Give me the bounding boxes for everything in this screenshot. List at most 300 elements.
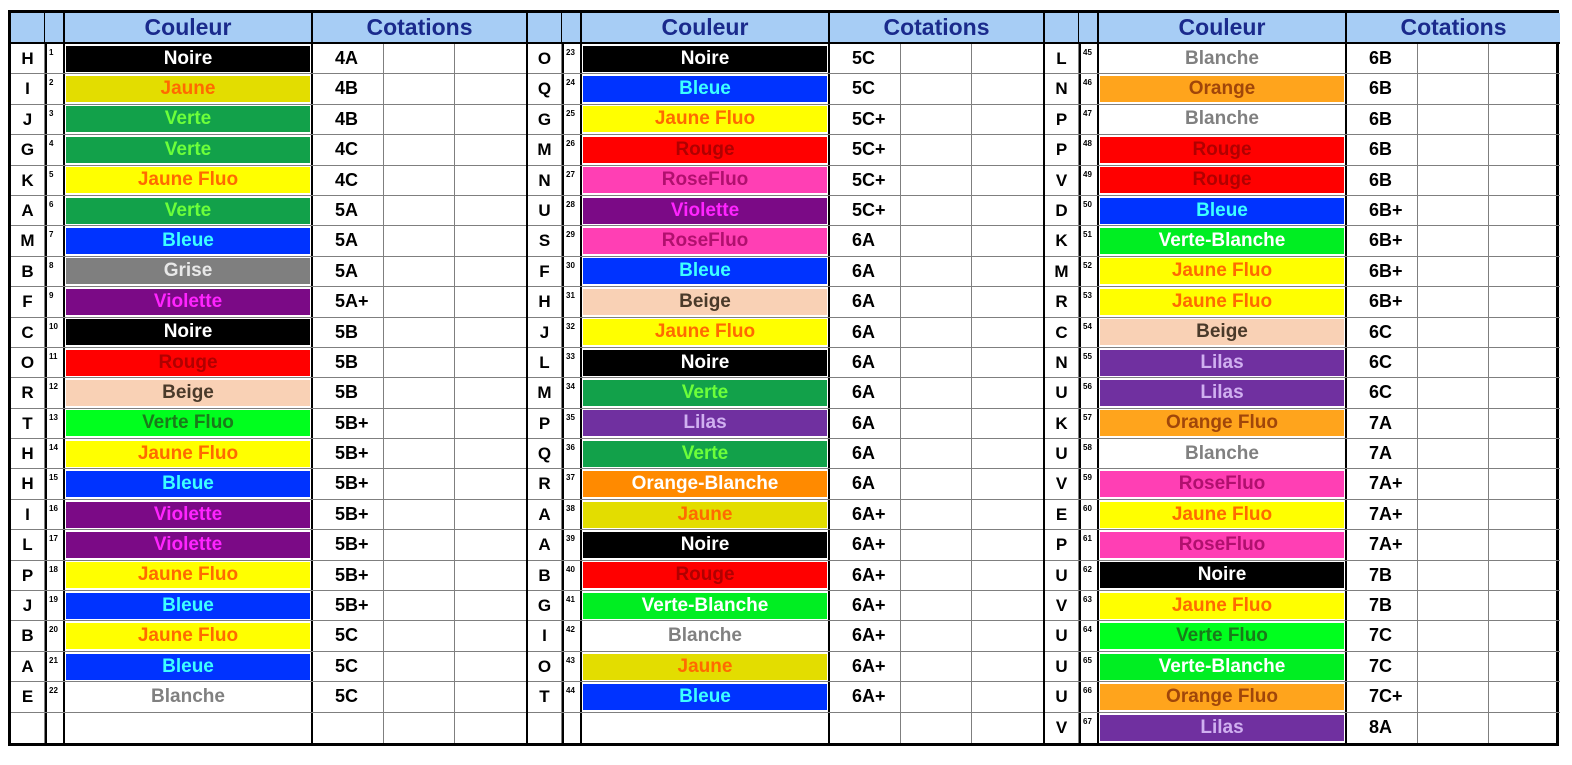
route-number: 36 [562,439,582,468]
route-letter: U [1045,682,1079,711]
route-number: 18 [45,561,65,590]
header-empty-cell [1045,13,1079,42]
table-row [11,348,526,378]
route-grade: 5B+ [313,469,384,498]
route-number: 28 [562,196,582,225]
route-number: 54 [1079,318,1099,347]
route-number: 60 [1079,500,1099,529]
route-grade: 5B+ [313,591,384,620]
route-grade [830,713,901,743]
route-number: 38 [562,500,582,529]
table-row [528,348,1043,378]
blank-cell [455,652,526,681]
route-color-swatch: Jaune Fluo [583,319,827,345]
route-letter: N [1045,348,1079,377]
blank-cell [384,713,455,743]
route-number: 58 [1079,439,1099,468]
route-grade: 6A+ [830,591,901,620]
route-color-swatch: Rouge [1100,137,1344,163]
route-color-cell [65,196,313,225]
route-color-swatch: Orange Fluo [1100,684,1344,710]
table-row [11,561,526,591]
route-grade: 6A [830,469,901,498]
route-color-cell [65,500,313,529]
blank-cell [972,652,1043,681]
route-color-cell [1099,257,1347,286]
route-number: 47 [1079,105,1099,134]
route-color-cell [1099,196,1347,225]
blank-cell [901,621,972,650]
blank-cell [1418,166,1489,195]
route-color-swatch: Lilas [1100,380,1344,406]
route-number: 65 [1079,652,1099,681]
route-grade: 6A [830,378,901,407]
route-color-swatch: Grise [66,258,310,284]
blank-cell [384,469,455,498]
route-color-cell [1099,652,1347,681]
blank-cell [1489,439,1560,468]
route-color-cell [1099,378,1347,407]
route-letter: P [1045,105,1079,134]
blank-cell [901,652,972,681]
route-letter: H [528,287,562,316]
route-grade: 6B+ [1347,257,1418,286]
route-color-cell [65,44,313,73]
table-row [11,318,526,348]
route-number [562,713,582,743]
route-color-cell [1099,287,1347,316]
route-color-cell [65,409,313,438]
table-row [11,713,526,743]
route-letter: T [11,409,45,438]
route-grade: 5C+ [830,135,901,164]
route-number: 53 [1079,287,1099,316]
route-color-swatch: Jaune Fluo [1100,258,1344,284]
route-letter: U [1045,621,1079,650]
route-color-cell [65,348,313,377]
route-color-swatch: Violette [583,198,827,224]
route-color-swatch: Orange-Blanche [583,471,827,497]
blank-cell [901,530,972,559]
table-row [11,44,526,74]
route-color-swatch: Noire [1100,562,1344,588]
blank-cell [901,439,972,468]
table-row [1045,682,1560,712]
route-grade: 6A [830,409,901,438]
route-color-swatch: Beige [583,289,827,315]
route-number: 25 [562,105,582,134]
table-row [1045,621,1560,651]
route-grade: 5B+ [313,561,384,590]
route-number: 10 [45,318,65,347]
route-grade: 6A+ [830,621,901,650]
route-letter: G [528,591,562,620]
blank-cell [901,318,972,347]
blank-cell [1418,318,1489,347]
route-color-swatch: Jaune [583,502,827,528]
route-color-swatch: Verte Fluo [1100,623,1344,649]
route-color-cell [582,287,830,316]
table-row [11,378,526,408]
blank-cell [1418,348,1489,377]
table-row [528,196,1043,226]
header-cotations: Cotations [883,14,990,40]
route-letter [11,713,45,743]
route-color-swatch: Verte [66,106,310,132]
blank-cell [901,561,972,590]
table-row [11,530,526,560]
table-row [528,682,1043,712]
route-color-cell [1099,166,1347,195]
route-grade: 6A [830,226,901,255]
route-color-cell [582,378,830,407]
route-color-swatch: Bleue [66,471,310,497]
blank-cell [901,287,972,316]
blank-cell [1489,591,1560,620]
blank-cell [1489,257,1560,286]
route-letter: B [11,257,45,286]
blank-cell [1418,561,1489,590]
route-color-cell [582,348,830,377]
table-row [528,652,1043,682]
route-number: 66 [1079,682,1099,711]
table-row [11,196,526,226]
route-color-swatch: Blanche [1100,106,1344,132]
blank-cell [455,561,526,590]
route-grade: 5A [313,257,384,286]
route-letter: N [1045,74,1079,103]
route-grade: 6B [1347,44,1418,73]
table-row [1045,135,1560,165]
route-color-swatch: Beige [1100,319,1344,345]
table-row [11,257,526,287]
route-number: 16 [45,500,65,529]
route-color-cell [582,591,830,620]
table-row [1045,287,1560,317]
blank-cell [972,226,1043,255]
blank-cell [972,257,1043,286]
blank-cell [901,500,972,529]
route-number: 4 [45,135,65,164]
route-number: 51 [1079,226,1099,255]
route-letter: K [11,166,45,195]
route-number: 2 [45,74,65,103]
route-letter: R [11,378,45,407]
route-color-swatch: Lilas [1100,715,1344,741]
route-grade: 4A [313,44,384,73]
route-grade: 7B [1347,591,1418,620]
table-row [1045,318,1560,348]
blank-cell [455,530,526,559]
header-empty-cell [528,13,562,42]
header-empty-cell [1079,13,1099,42]
route-letter: H [11,469,45,498]
route-grade: 6A [830,287,901,316]
route-grade: 6C [1347,318,1418,347]
route-grade: 6C [1347,378,1418,407]
route-letter: G [528,105,562,134]
table-row [11,652,526,682]
route-letter: A [11,652,45,681]
route-letter: P [528,409,562,438]
route-color-swatch: Bleue [66,228,310,254]
blank-cell [1489,713,1560,743]
route-grade: 6B+ [1347,287,1418,316]
blank-cell [972,74,1043,103]
route-color-swatch: Rouge [66,350,310,376]
route-number: 1 [45,44,65,73]
blank-cell [972,287,1043,316]
route-letter: L [528,348,562,377]
blank-cell [972,378,1043,407]
table-row [1045,591,1560,621]
route-letter: B [528,561,562,590]
header-empty-cell [562,13,582,42]
header-couleur: Couleur [1099,13,1347,42]
route-number: 22 [45,682,65,711]
route-number: 5 [45,166,65,195]
route-grade: 7A+ [1347,530,1418,559]
blank-cell [1489,409,1560,438]
blank-cell [1418,682,1489,711]
table-row [528,135,1043,165]
blank-cell [455,621,526,650]
blank-cell [901,469,972,498]
route-color-swatch: Rouge [1100,167,1344,193]
table-row [528,226,1043,256]
table-row [528,530,1043,560]
route-grade: 5B [313,318,384,347]
route-color-cell [1099,682,1347,711]
route-letter: O [528,44,562,73]
route-color-cell [582,439,830,468]
route-color-swatch: Blanche [583,623,827,649]
route-color-cell [582,196,830,225]
route-grade: 5C [313,652,384,681]
route-grade: 7A+ [1347,500,1418,529]
route-number: 32 [562,318,582,347]
route-grade: 6A [830,348,901,377]
blank-cell [455,378,526,407]
route-color-cell [582,530,830,559]
route-letter: J [11,105,45,134]
route-letter: E [11,682,45,711]
table-row [528,378,1043,408]
blank-cell [1489,561,1560,590]
table-row [11,166,526,196]
route-color-swatch [66,715,310,741]
route-letter: U [1045,561,1079,590]
route-letter: H [11,44,45,73]
table-row [1045,469,1560,499]
blank-cell [972,166,1043,195]
table-row [1045,439,1560,469]
route-letter: M [1045,257,1079,286]
blank-cell [972,409,1043,438]
blank-cell [384,287,455,316]
blank-cell [455,439,526,468]
route-letter: U [1045,652,1079,681]
route-color-swatch: Verte Fluo [66,410,310,436]
route-color-cell [1099,74,1347,103]
table-row [528,561,1043,591]
route-letter: A [528,500,562,529]
header-empty-cell [11,13,45,42]
table-row [528,105,1043,135]
route-grade: 6A [830,257,901,286]
route-letter: G [11,135,45,164]
blank-cell [1418,378,1489,407]
route-number: 17 [45,530,65,559]
route-number: 46 [1079,74,1099,103]
blank-cell [1418,196,1489,225]
blank-cell [1489,500,1560,529]
route-letter: M [11,226,45,255]
blank-cell [972,44,1043,73]
blank-cell [455,105,526,134]
route-color-swatch: Verte-Blanche [1100,654,1344,680]
route-color-swatch: Bleue [66,593,310,619]
blank-cell [1489,652,1560,681]
blank-cell [1489,318,1560,347]
route-grade: 5C+ [830,105,901,134]
route-letter: L [11,530,45,559]
route-color-swatch: Bleue [66,654,310,680]
table-block-1 [11,13,526,743]
route-color-swatch: Verte [583,441,827,467]
blank-cell [384,105,455,134]
route-color-cell [582,652,830,681]
route-number: 50 [1079,196,1099,225]
route-number: 57 [1079,409,1099,438]
header-row [1045,13,1560,44]
table-row [1045,226,1560,256]
route-letter: R [528,469,562,498]
route-color-cell [1099,135,1347,164]
route-grade: 8A [1347,713,1418,743]
blank-cell [1489,348,1560,377]
blank-cell [972,469,1043,498]
table-row [11,135,526,165]
route-number: 31 [562,287,582,316]
route-number: 37 [562,469,582,498]
route-color-cell [582,713,830,743]
route-letter: D [1045,196,1079,225]
table-row [11,439,526,469]
route-grade: 7A+ [1347,469,1418,498]
route-color-swatch: Jaune Fluo [66,167,310,193]
route-number: 45 [1079,44,1099,73]
table-row [528,591,1043,621]
blank-cell [972,530,1043,559]
route-letter: I [11,74,45,103]
route-color-swatch: Orange [1100,76,1344,102]
route-color-cell [1099,530,1347,559]
table-row [1045,348,1560,378]
table-row [528,318,1043,348]
route-letter: V [1045,469,1079,498]
route-color-cell [65,105,313,134]
route-grade: 7C+ [1347,682,1418,711]
route-color-swatch: Jaune Fluo [1100,289,1344,315]
route-color-cell [65,257,313,286]
blank-cell [972,348,1043,377]
table-row [528,166,1043,196]
table-row [1045,530,1560,560]
table-row [11,469,526,499]
blank-cell [1489,44,1560,73]
route-number: 6 [45,196,65,225]
route-color-swatch: RoseFluo [583,228,827,254]
route-color-swatch: Bleue [1100,198,1344,224]
route-color-swatch: Noire [583,46,827,72]
route-color-swatch: Jaune Fluo [66,623,310,649]
route-number: 20 [45,621,65,650]
route-grade: 5C [830,44,901,73]
route-letter: T [528,682,562,711]
route-color-swatch: Verte [66,137,310,163]
route-color-swatch: Noire [583,350,827,376]
route-grade: 5B [313,378,384,407]
route-grade: 6C [1347,348,1418,377]
route-grade: 5B+ [313,439,384,468]
route-color-swatch: Jaune Fluo [583,106,827,132]
blank-cell [455,166,526,195]
route-color-swatch: Verte-Blanche [1100,228,1344,254]
blank-cell [455,500,526,529]
route-letter: V [1045,591,1079,620]
route-grade: 5C+ [830,196,901,225]
route-color-swatch: Noire [583,532,827,558]
blank-cell [455,318,526,347]
route-grade: 7A [1347,439,1418,468]
table-rows [11,44,526,743]
blank-cell [901,257,972,286]
route-grade: 6A [830,318,901,347]
blank-cell [972,318,1043,347]
route-letter: I [528,621,562,650]
route-number [45,713,65,743]
route-color-cell [65,621,313,650]
route-letter: F [528,257,562,286]
blank-cell [1489,682,1560,711]
route-grade: 6B+ [1347,226,1418,255]
route-grade: 5A+ [313,287,384,316]
blank-cell [1489,378,1560,407]
route-color-cell [582,318,830,347]
route-color-cell [65,166,313,195]
blank-cell [1418,469,1489,498]
route-color-swatch: Verte [583,380,827,406]
blank-cell [901,196,972,225]
route-color-cell [65,682,313,711]
blank-cell [384,166,455,195]
table-row [11,226,526,256]
route-letter: H [11,439,45,468]
route-color-cell [1099,469,1347,498]
route-grade: 5B+ [313,530,384,559]
route-letter: P [1045,530,1079,559]
route-number: 9 [45,287,65,316]
header-empty-cell [45,13,65,42]
table-row [1045,166,1560,196]
header-couleur: Couleur [582,13,830,42]
blank-cell [455,74,526,103]
route-number: 52 [1079,257,1099,286]
route-color-swatch: Lilas [1100,350,1344,376]
blank-cell [384,44,455,73]
route-color-cell [65,652,313,681]
